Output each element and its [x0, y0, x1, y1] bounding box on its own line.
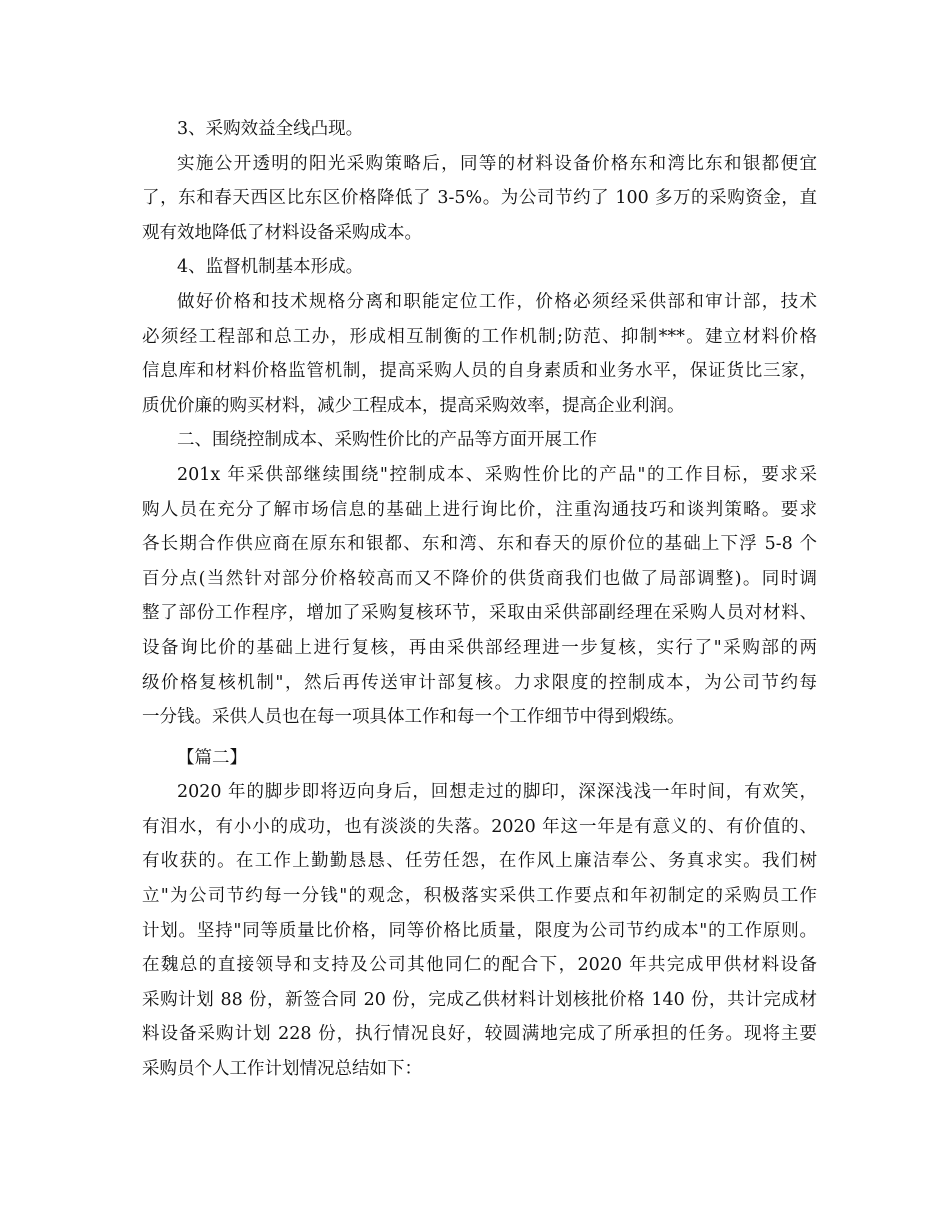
text-line: 设备询比价的基础上进行复核，再由采供部经理进一步复核，实行了"采购部的两: [142, 637, 817, 658]
section-heading: 4、监督机制基本形成。: [177, 257, 364, 278]
paragraph: [142, 775, 817, 1086]
text-line: 采购计划 88 份，新签合同 20 份，完成乙供材料计划核批价格 140 份，共计完成材: [142, 989, 817, 1010]
section-heading: 3、采购效益全线凸现。: [177, 119, 364, 139]
text-line: 信息库和材料价格监管机制，提高采购人员的自身素质和业务水平，保证货比三家，: [142, 361, 817, 382]
text-line: 有泪水，有小小的成功，也有淡淡的失落。2020 年这一年是有意义的、有价值的、: [142, 816, 817, 837]
text-line: 实施公开透明的阳光采购策略后，同等的材料设备价格东和湾比东和银都便宜: [177, 153, 817, 174]
text-line: 各长期合作供应商在原东和银都、东和湾、东和春天的原价位的基础上下浮 5-8 个: [142, 534, 817, 555]
text-line: 2020 年的脚步即将迈向身后，回想走过的脚印，深深浅浅一年时间，有欢笑，: [177, 782, 817, 803]
text-line: 观有效地降低了材料设备采购成本。: [142, 222, 422, 243]
paragraph: [142, 423, 817, 458]
section-heading: 二、围绕控制成本、采购性价比的产品等方面开展工作: [177, 430, 597, 451]
text-line: 质优价廉的购买材料，减少工程成本，提高采购效率，提高企业利润。: [142, 395, 685, 416]
text-line: 有收获的。在工作上勤勤恳恳、任劳任怨，在作风上廉洁奉公、务真求实。我们树: [142, 851, 817, 872]
text-line: 201x 年采供部继续围绕"控制成本、采购性价比的产品"的工作目标，要求采: [177, 464, 817, 485]
paragraph: [142, 741, 817, 776]
section-heading: 【篇二】: [177, 747, 247, 768]
paragraph: [142, 147, 817, 251]
paragraph: [142, 285, 817, 423]
text-line: 在魏总的直接领导和支持及公司其他同仁的配合下，2020 年共完成甲供材料设备: [142, 955, 817, 976]
text-line: 料设备采购计划 228 份，执行情况良好，较圆满地完成了所承担的任务。现将主要: [142, 1024, 817, 1045]
document-body: [142, 112, 817, 1087]
text-line: 计划。坚持"同等质量比价格，同等价格比质量，限度为公司节约成本"的工作原则。: [142, 920, 817, 941]
paragraph: [142, 250, 817, 285]
text-line: 做好价格和技术规格分离和职能定位工作，价格必须经采供部和审计部，技术: [177, 291, 817, 312]
text-line: 立"为公司节约每一分钱"的观念，积极落实采供工作要点和年初制定的采购员工作: [142, 886, 817, 907]
paragraph: [142, 112, 817, 147]
text-line: 整了部份工作程序，增加了采购复核环节，采取由采供部副经理在采购人员对材料、: [142, 603, 817, 624]
text-line: 了，东和春天西区比东区价格降低了 3-5%。为公司节约了 100 多万的采购资金，直: [142, 188, 817, 209]
text-line: 购人员在充分了解市场信息的基础上进行询比价，注重沟通技巧和谈判策略。要求: [142, 499, 817, 520]
text-line: 采购员个人工作计划情况总结如下：: [142, 1059, 422, 1080]
text-line: 百分点(当然针对部分价格较高而又不降价的供货商我们也做了局部调整)。同时调: [142, 568, 817, 589]
text-line: 一分钱。采供人员也在每一项具体工作和每一个工作细节中得到煅练。: [142, 707, 685, 728]
text-line: 级价格复核机制"，然后再传送审计部复核。力求限度的控制成本，为公司节约每: [142, 672, 817, 693]
text-line: 必须经工程部和总工办，形成相互制衡的工作机制;防范、抑制***。建立材料价格: [142, 326, 817, 347]
paragraph: [142, 458, 817, 735]
